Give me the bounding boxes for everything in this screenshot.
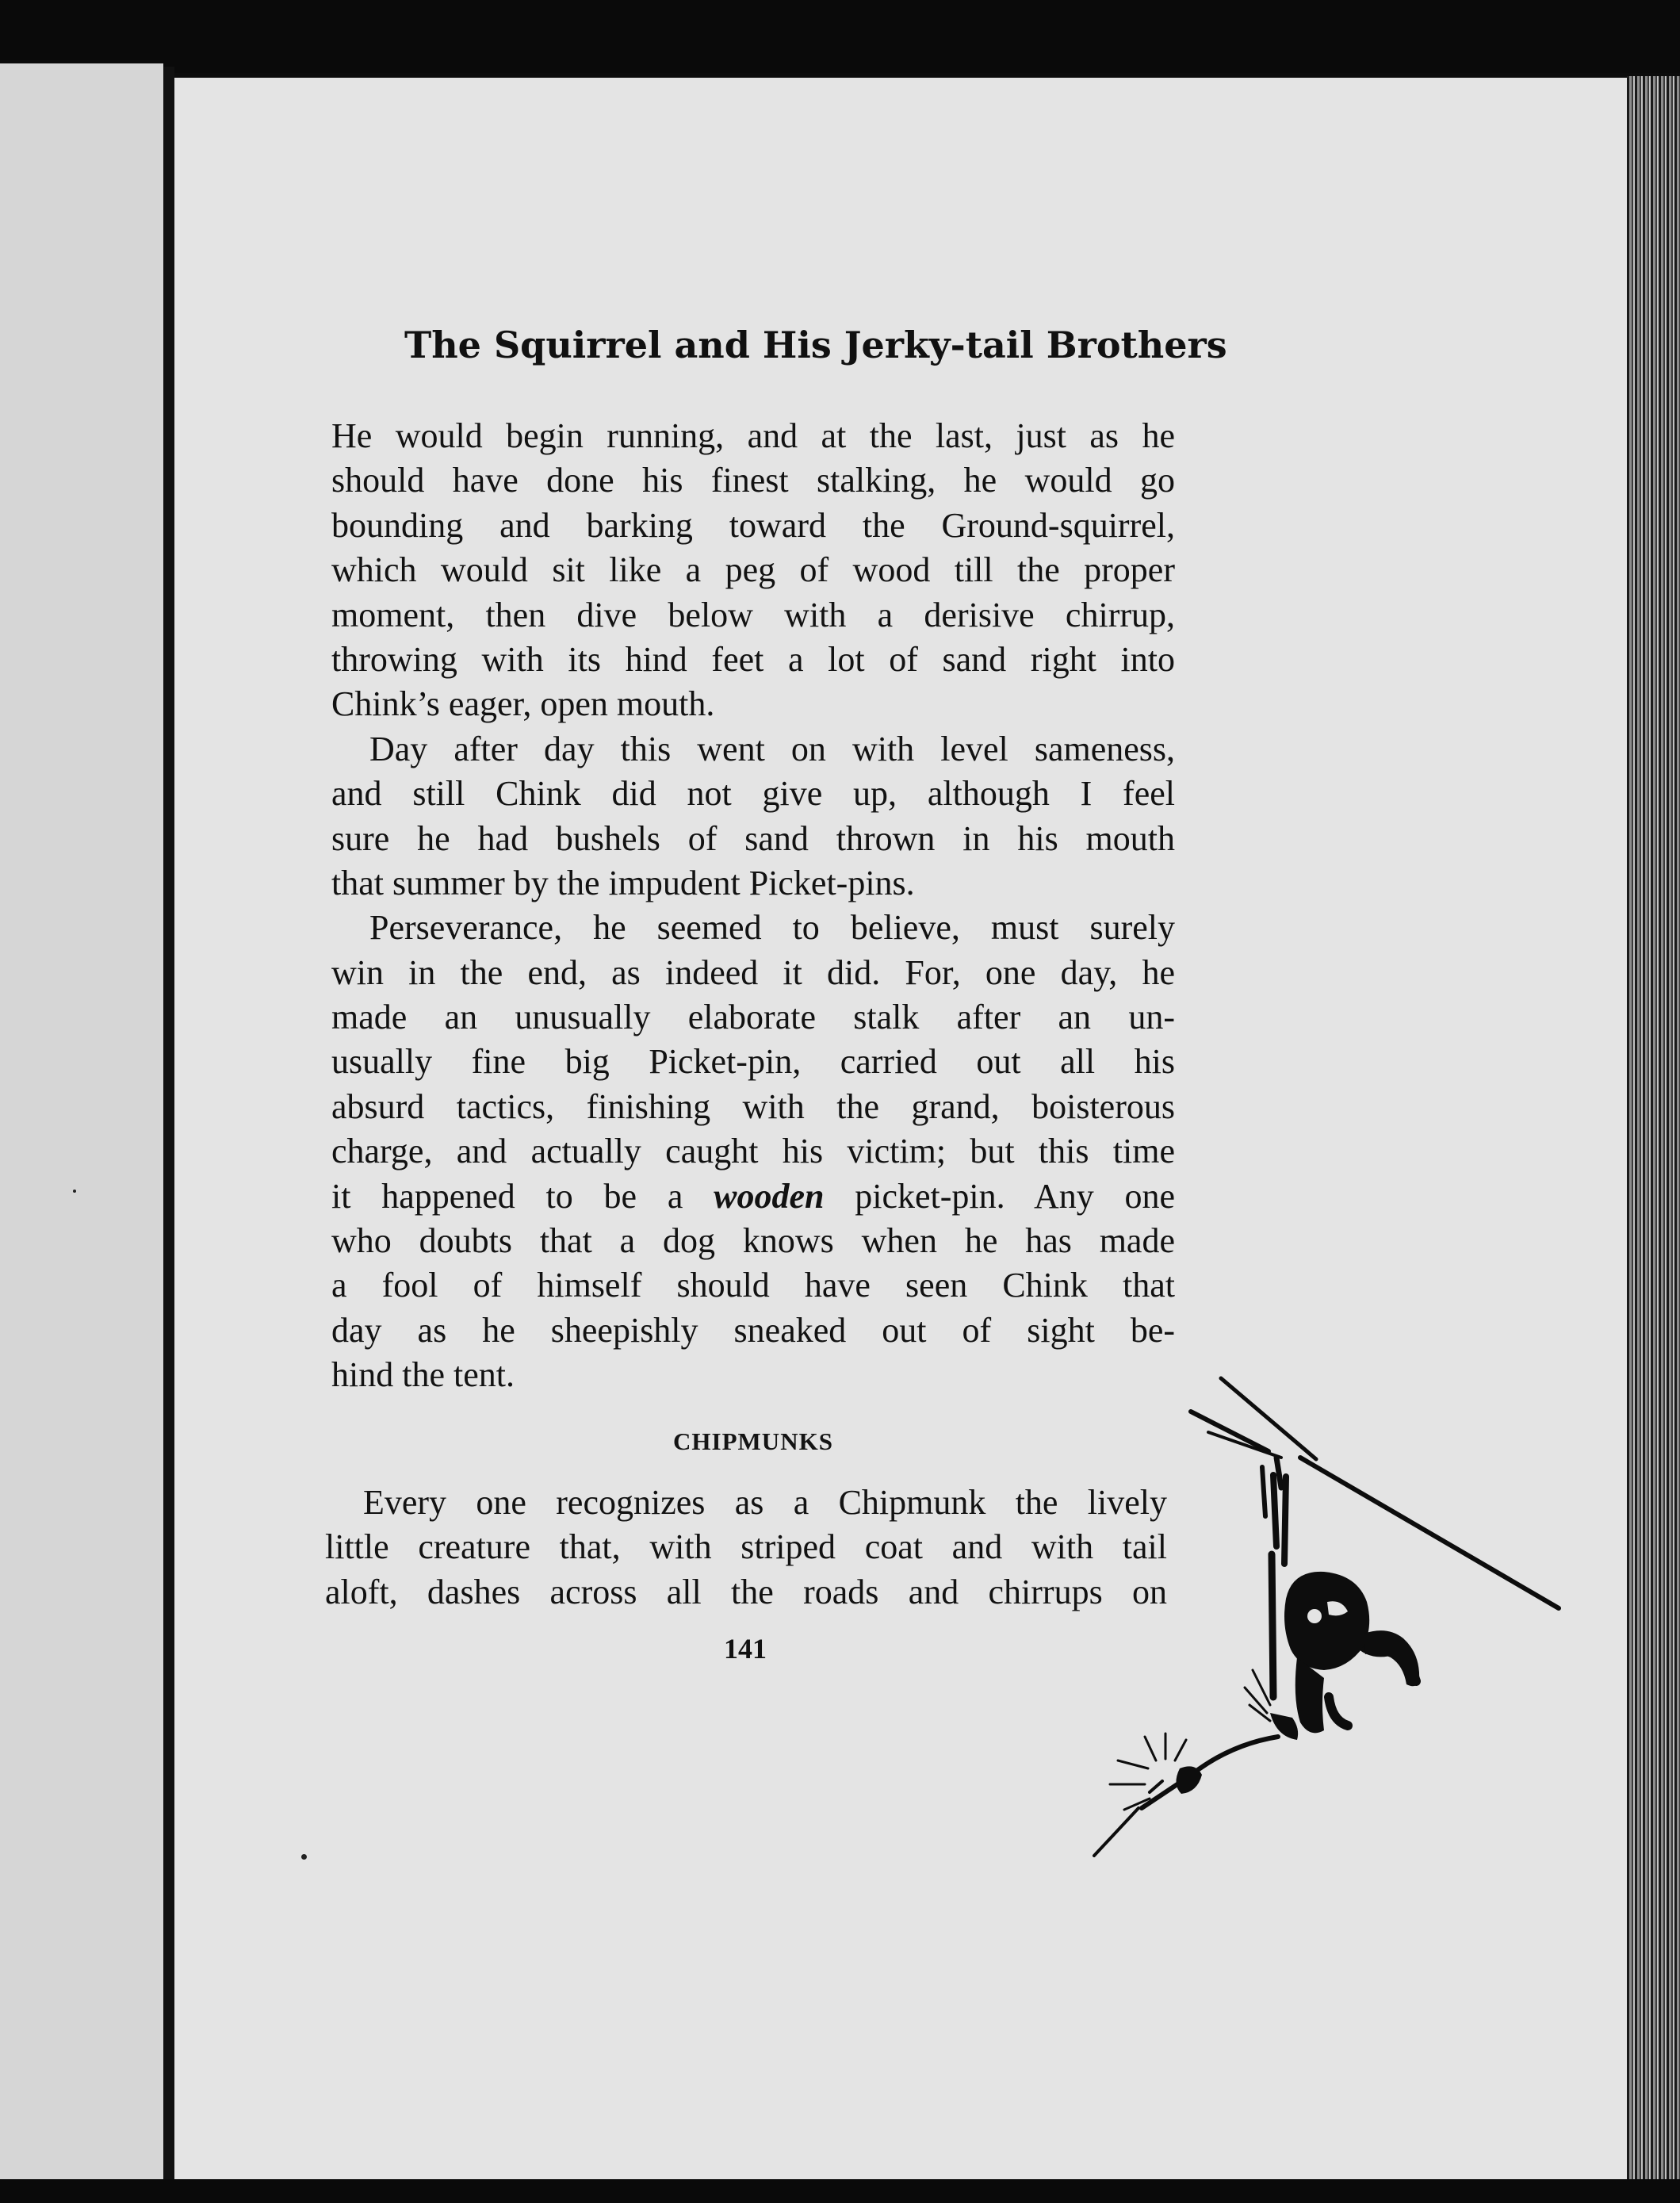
section-body-text — [325, 1480, 1167, 1614]
text-line: made an unusually elaborate stalk after an un- — [331, 998, 1175, 1037]
text-line: and still Chink did not give up, although I feel — [331, 774, 1175, 814]
text-line: aloft, dashes across all the roads and chirrups on — [325, 1572, 1167, 1611]
text-line: absurd tactics, finishing with the grand, boisterous — [331, 1086, 1175, 1126]
page-stack-edge — [1627, 76, 1680, 2182]
ink-speck — [301, 1854, 307, 1860]
text-line: usually fine big Picket-pin, carried out all his — [331, 1042, 1175, 1082]
text-line: Chink’s eager, open mouth. — [331, 684, 715, 724]
text-line: He would begin running, and at the last, just as he — [331, 416, 1175, 455]
italic-word: wooden — [714, 1176, 825, 1216]
text-fragment: it happened to be a — [331, 1176, 714, 1216]
text-line: should have done his finest stalking, he would go — [331, 461, 1175, 500]
text-line: throwing with its hind feet a lot of sand right into — [331, 639, 1175, 679]
text-line: win in the end, as indeed it did. For, one day, he — [331, 952, 1175, 992]
body-text — [331, 414, 1175, 1398]
page-number: 141 — [724, 1633, 767, 1665]
text-line: charge, and actually caught his victim; but this time — [331, 1132, 1175, 1171]
text-line: Day after day this went on with level sameness, — [369, 729, 1175, 768]
text-line: who doubts that a dog knows when he has made — [331, 1221, 1175, 1261]
running-head: The Squirrel and His Jerky-tail Brothers — [404, 324, 1227, 366]
text-line: which would sit like a peg of wood till the proper — [331, 550, 1175, 590]
scan-bottom-border — [0, 2179, 1680, 2203]
text-line: sure he had bushels of sand thrown in his mouth — [331, 818, 1175, 858]
text-line: little creature that, with striped coat and with tail — [325, 1527, 1167, 1567]
scan-top-border — [0, 0, 1680, 73]
book-gutter — [163, 67, 174, 2179]
text-line: that summer by the impudent Picket-pins. — [331, 863, 915, 902]
section-heading: CHIPMUNKS — [673, 1427, 833, 1455]
text-line: hind the tent. — [331, 1355, 515, 1395]
dog-pulling-picket-pin-sketch-icon — [1062, 1364, 1570, 1919]
text-line: Every one recognizes as a Chipmunk the lively — [363, 1483, 1167, 1522]
text-line: bounding and barking toward the Ground-squirrel, — [331, 505, 1175, 545]
text-line: a fool of himself should have seen Chink that — [331, 1266, 1175, 1305]
text-fragment: picket-pin. Any one — [824, 1176, 1175, 1216]
text-line-with-italic — [331, 1174, 1175, 1219]
facing-page-edge — [0, 63, 163, 2179]
text-line: day as he sheepishly sneaked out of sight be- — [331, 1310, 1175, 1350]
text-line: moment, then dive below with a derisive chirrup, — [331, 595, 1175, 634]
ink-speck — [73, 1190, 76, 1193]
text-line: Perseverance, he seemed to believe, must surely — [369, 908, 1175, 948]
